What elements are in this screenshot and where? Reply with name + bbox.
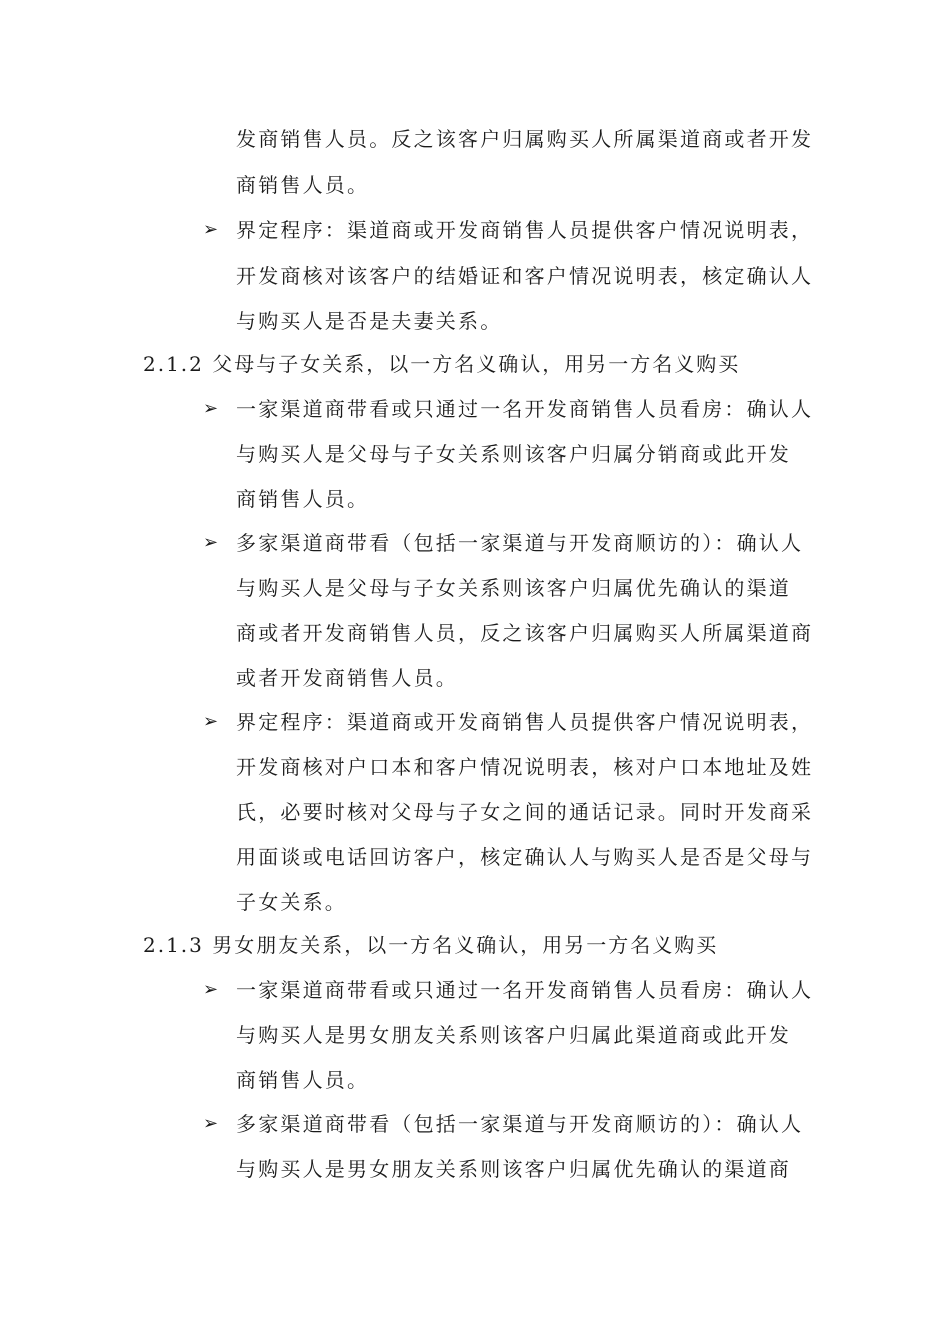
bullet-line: 多家渠道商带看（包括一家渠道与开发商顺访的）：确认人 — [236, 531, 804, 555]
bullet-line: 界定程序：渠道商或开发商销售人员提供客户情况说明表， — [236, 710, 814, 734]
section-heading: 2.1.2 父母与子女关系，以一方名义确认，用另一方名义购买 — [143, 352, 741, 376]
bullet-line: 多家渠道商带看（包括一家渠道与开发商顺访的）：确认人 — [236, 1112, 804, 1136]
bullet-line: 与购买人是男女朋友关系则该客户归属优先确认的渠道商 — [236, 1157, 791, 1181]
bullet-line: 与购买人是男女朋友关系则该客户归属此渠道商或此开发 — [236, 1023, 791, 1047]
arrow-bullet-icon: ➢ — [203, 219, 219, 240]
bullet-line: 开发商核对该客户的结婚证和客户情况说明表，核定确认人 — [236, 264, 814, 288]
bullet-line: 与购买人是否是夫妻关系。 — [236, 309, 503, 333]
bullet-line: 界定程序：渠道商或开发商销售人员提供客户情况说明表， — [236, 218, 814, 242]
bullet-line: 或者开发商销售人员。 — [236, 666, 458, 690]
bullet-line: 氏，必要时核对父母与子女之间的通话记录。同时开发商采 — [236, 800, 814, 824]
bullet-line: 与购买人是父母与子女关系则该客户归属分销商或此开发 — [236, 442, 791, 466]
bullet-line: 商销售人员。 — [236, 487, 370, 511]
arrow-bullet-icon: ➢ — [203, 398, 219, 419]
bullet-line: 子女关系。 — [236, 890, 347, 914]
arrow-bullet-icon: ➢ — [203, 979, 219, 1000]
bullet-line: 用面谈或电话回访客户，核定确认人与购买人是否是父母与 — [236, 845, 814, 869]
bullet-line: 与购买人是父母与子女关系则该客户归属优先确认的渠道 — [236, 576, 791, 600]
paragraph-line: 发商销售人员。反之该客户归属购买人所属渠道商或者开发 — [236, 127, 814, 151]
bullet-line: 商或者开发商销售人员，反之该客户归属购买人所属渠道商 — [236, 621, 814, 645]
arrow-bullet-icon: ➢ — [203, 711, 219, 732]
arrow-bullet-icon: ➢ — [203, 1113, 219, 1134]
bullet-line: 一家渠道商带看或只通过一名开发商销售人员看房：确认人 — [236, 397, 814, 421]
paragraph-line: 商销售人员。 — [236, 173, 370, 197]
bullet-line: 一家渠道商带看或只通过一名开发商销售人员看房：确认人 — [236, 978, 814, 1002]
bullet-line: 开发商核对户口本和客户情况说明表，核对户口本地址及姓 — [236, 755, 814, 779]
arrow-bullet-icon: ➢ — [203, 532, 219, 553]
section-heading: 2.1.3 男女朋友关系，以一方名义确认，用另一方名义购买 — [143, 933, 719, 957]
bullet-line: 商销售人员。 — [236, 1068, 370, 1092]
